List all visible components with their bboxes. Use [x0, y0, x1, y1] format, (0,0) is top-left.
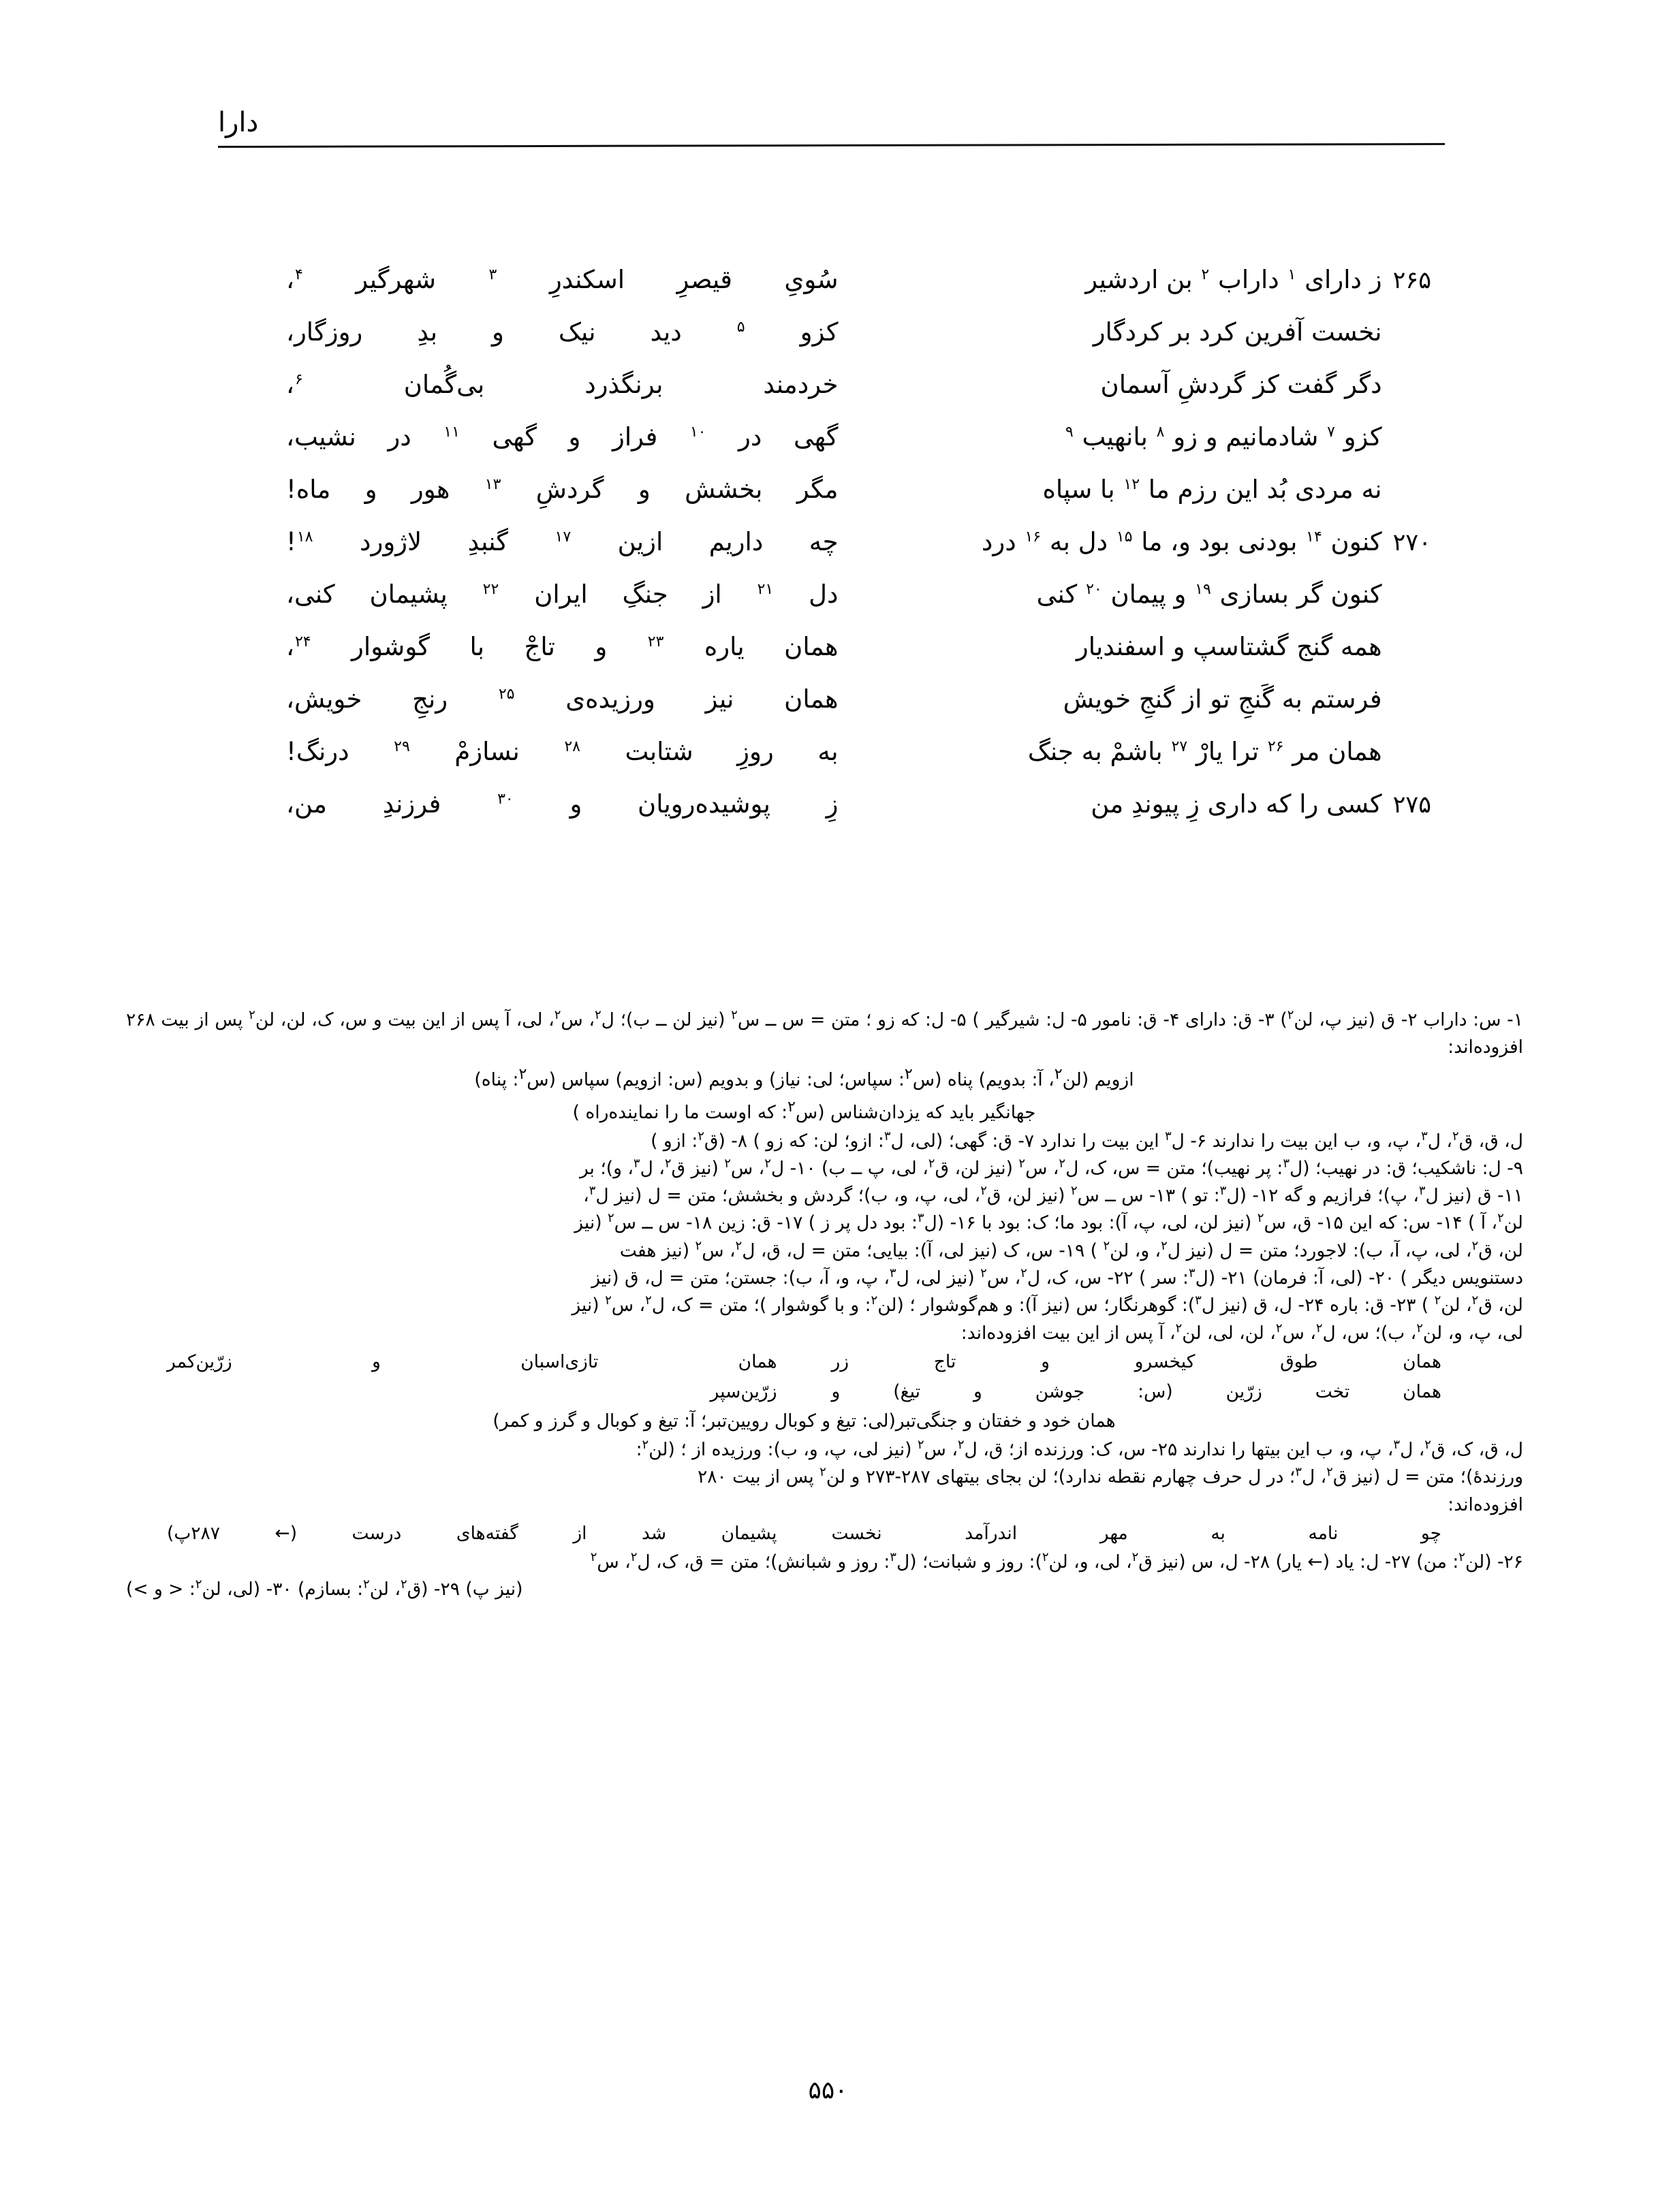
verse-line — [286, 634, 1431, 686]
apparatus-note-line: ۹- ل: ناشکیب؛ ق: در نهیب؛ (ل$^۳$: پر نهیب)؛ متن = س، ک، ل$^۲$، س$^۲$ (نیز لن، ق$^۲$، لی، پ ــ ب) ۱۰- ل$^۲$، س$^۲$ (نیز ق$^۲$، ل$^۳$، و)؛ بر — [579, 1156, 1523, 1179]
hemistich-first — [859, 791, 1432, 818]
inserted-hemistich-second: پشیمان شد از گفته‌های درست (← ۲۸۷پ) — [167, 1522, 777, 1544]
verse-number: ۲۶۵ — [1392, 267, 1431, 294]
hemistich-first — [859, 739, 1432, 765]
hemistich-first — [859, 424, 1432, 451]
critical-apparatus — [126, 1007, 1523, 1603]
verse-line — [286, 477, 1431, 529]
apparatus-note-line: لن، ق$^۲$، لن$^۲$ ) ۲۳- ق: باره ۲۴- ل، ق (نیز ل$^۳$): گوهرنگار؛ س (نیز آ): و هم‌گوشوار ؛ (لن$^۲$: و با گوشوار )؛ متن = ک، ل$^۲$، س$^۲$ (نیز — [572, 1293, 1523, 1316]
hemistich-first — [859, 686, 1432, 713]
inserted-hemistich: همان خود و خفتان و جنگی‌تبر(لی: تیغ و کوبال رویین‌تبر؛ آ: تیغ و کوبال و گرز و کمر) — [493, 1410, 1116, 1432]
inserted-hemistich-second: همان تازی‌اسبان و زرّین‌کمر — [167, 1350, 777, 1372]
hemistich-first-text: کزو $^۷$ شادمانیم و زو $^۸$ بانهیب $^۹$ — [1065, 422, 1382, 452]
apparatus-note-line: ل، ق، ق$^۲$، ل$^۳$، پ، و، ب این بیت را ندارند ۶- ل$^۳$ این بیت را ندارد ۷- ق: گهی؛ (لی، ل$^۳$: ازو؛ لن: که زو ) ۸- (ق$^۲$: ازو ) — [651, 1128, 1523, 1152]
hemistich-second: مگر بخشش و گردشِ $^{۱۳}$ هور و ماه! — [286, 475, 839, 504]
hemistich-first-text: کنون گر بسازی $^{۱۹}$ و پیمان $^{۲۰}$ کنی — [1036, 580, 1382, 609]
hemistich-first-text: نخست آفرین کرد بر کردگار — [1093, 317, 1382, 347]
hemistich-first-text: ز دارای $^۱$ داراب $^۲$ بن اردشیر — [1085, 265, 1382, 294]
hemistich-second: دل $^{۲۱}$ از جنگِ ایران $^{۲۲}$ پشیمان کنی، — [286, 580, 839, 609]
verse-line — [286, 267, 1431, 319]
apparatus-note-line: (نیز پ) ۲۹- (ق$^۲$، لن$^۲$: بسازم) ۳۰- (لی، لن$^۲$: < و >) — [126, 1577, 523, 1600]
inserted-verse-line — [126, 1347, 1523, 1377]
verse-line — [286, 739, 1431, 791]
inserted-hemistich: جهانگیر باید که یزدان‌شناس (س$^۲$: که اوست ما را نماینده‌راه ) — [572, 1099, 1036, 1123]
verse-line — [286, 686, 1431, 739]
verse-number: ۲۷۰ — [1392, 529, 1431, 556]
hemistich-first — [859, 267, 1432, 294]
inserted-verse-line — [126, 1519, 1523, 1549]
apparatus-note-line: لن$^۲$، آ ) ۱۴- س: که این ۱۵- ق، س$^۲$ (نیز لن، لی، پ، آ): بود ما؛ ک: بود با ۱۶- (ل$^۳$: بود دل پر ز ) ۱۷- ق: زین ۱۸- س ــ س$^۲$ (نیز — [574, 1211, 1523, 1234]
verse-number: ۲۷۵ — [1392, 791, 1431, 819]
hemistich-second: خردمند برنگذرد بی‌گُمان $^۶$، — [286, 370, 839, 399]
inserted-hemistich-first: همان تخت زرّین (س: جوشن و تیغ) و — [831, 1380, 1441, 1402]
running-head — [218, 109, 1445, 145]
apparatus-note-line: لی، پ، و، لن$^۲$، ب)؛ س، ل$^۲$، س$^۲$، لن، لی، لن$^۲$، آ پس از این بیت افزوده‌اند: — [960, 1321, 1523, 1344]
inserted-verse-line — [126, 1406, 1523, 1436]
inserted-verse-line — [126, 1094, 1523, 1128]
apparatus-note-line: دستنویس دیگر ) ۲۰- (لی، آ: فرمان) ۲۱- (ل$^۳$: سر ) ۲۲- س، ک، ل$^۲$، س$^۲$ (نیز لی، ل$^۳$، پ، و، آ، ب): جستن؛ متن = ل، ق (نیز — [591, 1266, 1523, 1289]
hemistich-first — [859, 634, 1432, 661]
inserted-hemistich: ازویم (لن$^۲$، آ: بدویم) پناه (س$^۲$: سپاس؛ لی: نیاز) و بدویم (س: ازویم) سپاس (س$^۲$: پناه) — [474, 1065, 1134, 1090]
hemistich-second: همان نیز ورزیده‌ی $^{۲۵}$ رنجِ خویش، — [286, 684, 839, 714]
hemistich-first-text: کنون $^{۱۴}$ بودنی بود و، ما $^{۱۵}$ دل به $^{۱۶}$ درد — [981, 527, 1382, 556]
hemistich-first — [859, 372, 1432, 398]
folio-number: ۵۵۰ — [808, 2076, 848, 2104]
hemistich-first — [859, 582, 1432, 608]
inserted-verse-line — [126, 1062, 1523, 1095]
verse-line — [286, 319, 1431, 372]
hemistich-first — [859, 477, 1432, 503]
apparatus-note-line: ل، ق، ک، ق$^۲$، ل$^۳$، پ، و، ب این بیتها را ندارند ۲۵- س، ک: ورزنده از؛ ق، ل$^۲$، س$^۲$ (نیز لی، پ، و، ب): ورزیده از ؛ (لن$^۲$: — [636, 1438, 1523, 1461]
hemistich-first-text: فرستم به گَنجِ تو از گنجِ خویش — [1063, 684, 1382, 714]
hemistich-first-text: کسی را که داری زِ پیوندِ من — [1091, 789, 1382, 819]
apparatus-note-line: ۱۱- ق (نیز ل$^۳$، پ)؛ فرازیم و گه ۱۲- (ل$^۳$: تو ) ۱۳- س ــ س$^۲$ (نیز لن، ق$^۲$، لی، پ، و، ب)؛ گردش و بخشش؛ متن = ل (نیز ل$^۳$، — [583, 1184, 1523, 1207]
running-head-rule — [218, 143, 1445, 148]
hemistich-second: زِ پوشیده‌رویان و $^{۳۰}$ فرزندِ من، — [286, 789, 839, 819]
apparatus-note-line: لن، ق$^۲$، لی، پ، آ، ب): لاجورد؛ متن = ل (نیز ل$^۲$، و، لن$^۲$ ) ۱۹- س، ک (نیز لی، آ): بیایی؛ متن = ل، ق، ل$^۲$، س$^۲$ (نیز هفت — [619, 1238, 1523, 1261]
inserted-hemistich-first: چو نامه به مهر اندرآمد نخست — [831, 1522, 1441, 1544]
hemistich-first — [859, 319, 1432, 346]
apparatus-note-line: ۲۶- (لن$^۲$: من) ۲۷- ل: یاد (← یار) ۲۸- ل، س (نیز ق$^۲$، لی، و، لن$^۲$): روز و شبانت؛ (ل$^۳$: روز و شبانش)؛ متن = ق، ک، ل$^۲$، س$^۲$ — [590, 1549, 1523, 1573]
inserted-hemistich-first: همان طوق کیخسرو و تاج زر — [831, 1350, 1441, 1372]
verse-line — [286, 582, 1431, 634]
hemistich-second: گهی در $^{۱۰}$ فراز و گهی $^{۱۱}$ در نشیب، — [286, 422, 839, 452]
running-head-title: دارا — [218, 107, 259, 138]
hemistich-first-text: همان مر $^{۲۶}$ ترا یارْ $^{۲۷}$ باشمْ به جنگ — [1027, 737, 1382, 766]
apparatus-note-line: افزوده‌اند: — [1448, 1494, 1523, 1515]
hemistich-first-text: همه گنج گشتاسپ و اسفندیار — [1076, 632, 1382, 661]
verse-line — [286, 372, 1431, 424]
hemistich-second: سُویِ قیصرِ اسکندرِ $^۳$ شهرگیر $^۴$، — [286, 265, 839, 294]
hemistich-second: همان یاره $^{۲۳}$ و تاجْ با گوشوار $^{۲۴}$، — [286, 632, 839, 661]
hemistich-first-text: نه مردی بُد این رزم ما $^{۱۲}$ با سپاه — [1042, 475, 1382, 504]
inserted-verse-line — [126, 1377, 1523, 1407]
hemistich-second: به روزِ شتابت $^{۲۸}$ نسازمْ $^{۲۹}$ درنگ! — [286, 737, 839, 766]
verse-line — [286, 791, 1431, 844]
hemistich-second: کزو $^۵$ دید نیک و بدِ روزگار، — [286, 317, 839, 347]
hemistich-first — [859, 529, 1432, 556]
verse-block — [286, 267, 1431, 844]
inserted-hemistich-second: زرّین‌سپر — [710, 1380, 777, 1402]
verse-line — [286, 424, 1431, 477]
hemistich-second: چه داریم ازین $^{۱۷}$ گنبدِ لاژورد $^{۱۸}$! — [286, 527, 839, 556]
hemistich-first-text: دگر گفت کز گردشِ آسمان — [1100, 370, 1382, 399]
verse-line — [286, 529, 1431, 582]
apparatus-note-line: ۱- س: داراب ۲- ق (نیز پ، لن$^۲$) ۳- ق: دارای ۴- ق: نامور ۵- ل: شیرگیر ) ۵- ل: که زو ؛ متن = س ــ س$^۲$ (نیز لن ــ ب)؛ ل$^۲$، س$^۲$، لی، آ پس از این بیت و س، ک، لن، لن$^۲$ پس از بیت ۲۶۸ افزوده‌اند: — [126, 1008, 1523, 1058]
apparatus-note-line: ورزندهٔ)؛ متن = ل (نیز ق$^۲$، ل$^۳$؛ در ل حرف چهارم نقطه ندارد)؛ لن بجای بیتهای ۲۸۷-۲۷۳ و لن$^۲$ پس از بیت ۲۸۰ — [698, 1465, 1523, 1488]
